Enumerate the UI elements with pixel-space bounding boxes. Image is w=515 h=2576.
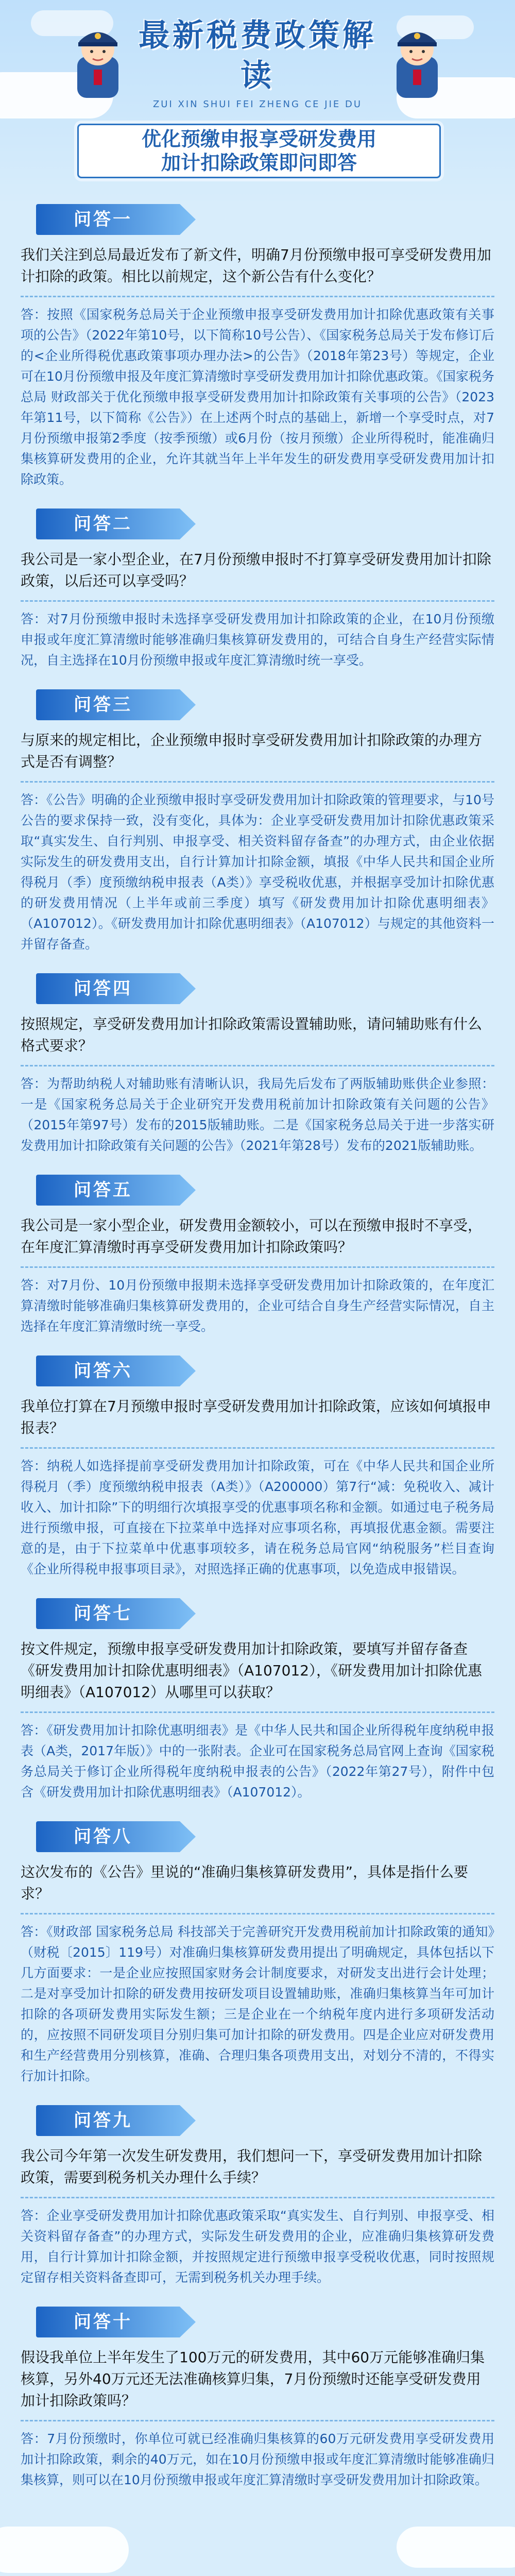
qa-item	[15, 2105, 500, 2288]
question-number-label: 问答三	[74, 694, 132, 715]
tax-officer-left-icon	[62, 21, 134, 98]
question-badge	[36, 2307, 196, 2337]
question-number-label: 问答六	[74, 1361, 132, 1381]
title-box	[129, 15, 386, 110]
answer-text: 答：按照《国家税务总局关于企业预缴申报享受研发费用加计扣除优惠政策有关事项的公告》（2022年第10号，以下简称10号公告）、《国家税务总局关于发布修订后的<企业所得税优惠政策事项办理办法>的公告》（2018年第23号）等规定，企业可在10月份预缴申报及年度汇算清缴时享受研发费用加计扣除优惠政策。《国家税务总局 财政部关于优化预缴申报享受研发费用加计扣除政策有关事项的公告》（2023年第11号，以下简称《公告》）在上述两个时点的基础上，新增一个享受时点，对7月份预缴申报第2季度（按季预缴）或6月份（按月预缴）企业所得税时，能准确归集核算研发费用的企业，允许其就当年上半年发生的研发费用享受研发费用加计扣除政策。	[21, 307, 494, 487]
answer-text: 答：《公告》明确的企业预缴申报时享受研发费用加计扣除政策的管理要求，与10号公告的要求保持一致，没有变化，具体为：企业享受研发费用加计扣除优惠政策采取“真实发生、自行判别、申报享受、相关资料留存备查”的办理方式，由企业依据实际发生的研发费用支出，自行计算加计扣除金额，填报《中华人民共和国企业所得税月（季）度预缴纳税申报表（A类）》享受税收优惠，并根据享受加计扣除优惠的研发费用情况（上半年或前三季度）填写《研发费用加计扣除优惠明细表》（A107012）。《研发费用加计扣除优惠明细表》（A107012）与规定的其他资料一并留存备查。	[21, 792, 494, 952]
question-number-label: 问答一	[74, 209, 132, 230]
question-badge	[36, 1355, 196, 1386]
question-text: 与原来的规定相比，企业预缴申报时享受研发费用加计扣除政策的办理方式是否有调整？	[21, 730, 494, 783]
answer-text: 答：企业享受研发费用加计扣除优惠政策采取“真实发生、自行判别、申报享受、相关资料留存备查”的办理方式，实际发生研发费用的企业，应准确归集核算研发费用，自行计算加计扣除金额，并按照规定进行预缴申报享受税收优惠，同时按照规定留存相关资料备查即可，无需到税务机关办理手续。	[21, 2208, 494, 2285]
question-badge	[36, 689, 196, 720]
question-number-label: 问答十	[74, 2312, 132, 2332]
answer-text: 答：对7月份预缴申报时未选择享受研发费用加计扣除政策的企业，在10月份预缴申报或年度汇算清缴时能够准确归集核算研发费用的，可结合自身生产经营实际情况，自主选择在10月份预缴申报或年度汇算清缴时统一享受。	[21, 612, 494, 668]
question-text: 按照规定，享受研发费用加计扣除政策需设置辅助账，请问辅助账有什么格式要求？	[21, 1013, 494, 1066]
question-badge	[36, 204, 196, 235]
question-number-label: 问答九	[74, 2110, 132, 2131]
qa-item	[15, 2307, 500, 2490]
qa-item	[15, 509, 500, 671]
topic-banner	[77, 124, 441, 178]
answer-text: 答：《财政部 国家税务总局 科技部关于完善研究开发费用税前加计扣除政策的通知》（财税〔2015〕119号）对准确归集核算研发费用提出了明确规定，具体包括以下几方面要求：一是企业应按照国家财务会计制度要求，对研发支出进行会计处理；二是对享受加计扣除的研发费用按研发项目设置辅助账，准确归集核算当年可加计扣除的各项研发费用实际发生额；三是企业在一个纳税年度内进行多项研发活动的，应按照不同研发项目分别归集可加计扣除的研发费用。四是企业应对研发费用和生产经营费用分别核算，准确、合理归集各项费用支出，对划分不清的，不得实行加计扣除。	[21, 1924, 494, 2083]
qa-item	[15, 973, 500, 1156]
question-badge	[36, 1821, 196, 1852]
question-text: 按文件规定，预缴申报享受研发费用加计扣除政策，要填写并留存备查《研发费用加计扣除优惠明细表》（A107012），《研发费用加计扣除优惠明细表》（A107012）从哪里可以获取？	[21, 1638, 494, 1713]
answer-text: 答：纳税人如选择提前享受研发费用加计扣除政策，可在《中华人民共和国企业所得税月（季）度预缴纳税申报表（A类）》（A200000）第7行“减：免税收入、减计收入、加计扣除”下的明细行次填报享受的优惠事项名称和金额。如通过电子税务局进行预缴申报，可直接在下拉菜单中选择对应事项名称，再填报优惠金额。需要注意的是，由于下拉菜单中优惠事项较多，请在税务总局官网“纳税服务”栏目查询《企业所得税申报事项目录》，对照选择正确的优惠事项，以免造成申报错误。	[21, 1459, 494, 1577]
question-text: 我单位打算在7月预缴申报时享受研发费用加计扣除政策，应该如何填报申报表？	[21, 1396, 494, 1449]
question-badge	[36, 1598, 196, 1629]
qa-item	[15, 689, 500, 955]
qa-item	[15, 1175, 500, 1337]
question-number-label: 问答八	[74, 1826, 132, 1847]
banner-line-2: 加计扣除政策即问即答	[161, 151, 357, 174]
page-title: 最新税费政策解读	[139, 18, 376, 94]
qa-item	[15, 1821, 500, 2087]
question-number-label: 问答五	[74, 1180, 132, 1200]
answer-text: 答：7月份预缴时，你单位可就已经准确归集核算的60万元研发费用享受研发费用加计扣除政策，剩余的40万元，如在10月份预缴申报或年度汇算清缴时能够准确归集核算，则可以在10月份预缴申报或年度汇算清缴时享受研发费用加计扣除政策。	[21, 2431, 494, 2487]
question-number-label: 问答四	[74, 978, 132, 999]
page-subtitle: ZUI XIN SHUI FEI ZHENG CE JIE DU	[152, 99, 363, 110]
cloud-decoration	[397, 2527, 515, 2568]
answer-text: 答：《研发费用加计扣除优惠明细表》是《中华人民共和国企业所得税年度纳税申报表（A类，2017年版）》中的一张附表。企业可在国家税务总局官网上查询《国家税务总局关于修订企业所得税年度纳税申报表的公告》（2022年第27号），附件中包含《研发费用加计扣除优惠明细表》（A107012）。	[21, 1723, 494, 1800]
question-text: 我公司今年第一次发生研发费用，我们想问一下，享受研发费用加计扣除政策，需要到税务机关办理什么手续？	[21, 2145, 494, 2198]
answer-text: 答：对7月份、10月份预缴申报期未选择享受研发费用加计扣除政策的，在年度汇算清缴时能够准确归集核算研发费用的，企业可结合自身生产经营实际情况，自主选择在年度汇算清缴时统一享受。	[21, 1278, 494, 1334]
qa-item	[15, 1598, 500, 1803]
question-number-label: 问答七	[74, 1603, 132, 1624]
question-number-label: 问答二	[74, 514, 132, 534]
banner-line-1: 优化预缴申报享受研发费用	[141, 128, 376, 150]
qa-item	[15, 204, 500, 490]
answer-text: 答：为帮助纳税人对辅助账有清晰认识，我局先后发布了两版辅助账供企业参照：一是《国家税务总局关于企业研究开发费用税前加计扣除政策有关问题的公告》（2015年第97号）发布的2015版辅助账。二是《国家税务总局关于进一步落实研发费用加计扣除政策有关问题的公告》（2021年第28号）发布的2021版辅助账。	[21, 1076, 494, 1153]
footer-decoration	[0, 2490, 515, 2576]
question-text: 假设我单位上半年发生了100万元的研发费用，其中60万元能够准确归集核算，另外40万元还无法准确核算归集，7月份预缴时还能享受研发费用加计扣除政策吗？	[21, 2347, 494, 2421]
question-badge	[36, 973, 196, 1004]
header	[0, 0, 515, 185]
cloud-decoration	[0, 2527, 129, 2573]
question-text: 我公司是一家小型企业，研发费用金额较小，可以在预缴申报时不享受，在年度汇算清缴时再享受研发费用加计扣除政策吗？	[21, 1215, 494, 1268]
tax-officer-right-icon	[381, 21, 453, 98]
question-text: 我们关注到总局最近发布了新文件，明确7月份预缴申报可享受研发费用加计扣除的政策。相比以前规定，这个新公告有什么变化？	[21, 244, 494, 297]
question-text: 这次发布的《公告》里说的“准确归集核算研发费用”，具体是指什么要求？	[21, 1861, 494, 1914]
question-badge	[36, 509, 196, 539]
question-text: 我公司是一家小型企业，在7月份预缴申报时不打算享受研发费用加计扣除政策，以后还可以享受吗？	[21, 549, 494, 602]
question-badge	[36, 2105, 196, 2136]
question-badge	[36, 1175, 196, 1206]
qa-item	[15, 1355, 500, 1580]
qa-list	[0, 204, 515, 2490]
